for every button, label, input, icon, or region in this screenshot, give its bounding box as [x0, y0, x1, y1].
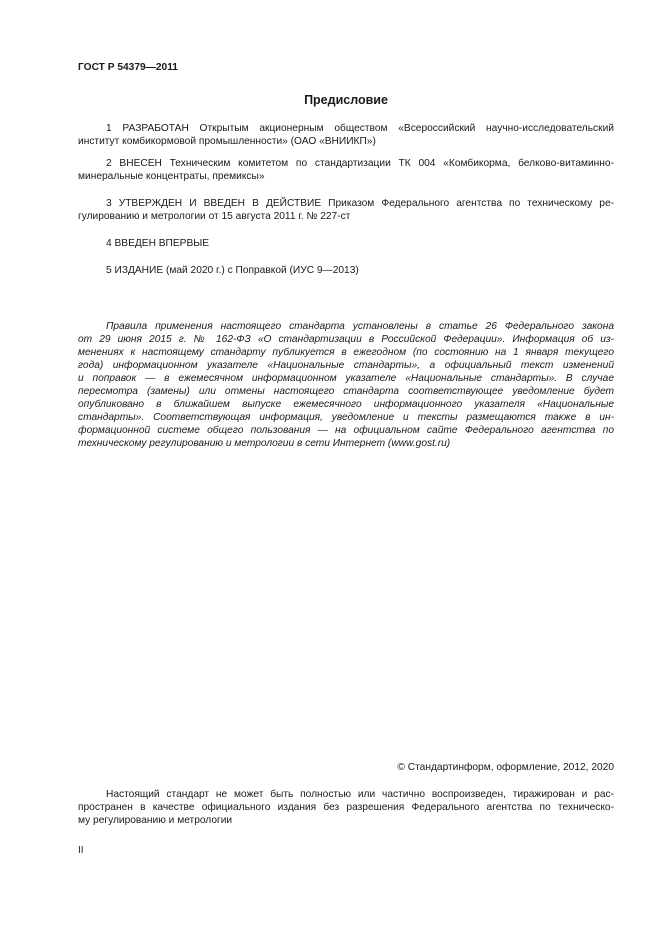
doc-code-header: ГОСТ Р 54379—2011: [78, 62, 178, 73]
notice-line: от 29 июня 2015 г. № 162-ФЗ «О стандартизации в Российской Федерации». Информация об из-: [78, 334, 614, 345]
notice-line: пересмотра (замены) или отмены настоящего стандарта соответствующее уведомление будет: [78, 386, 614, 397]
item-line: гулированию и метрологии от 15 августа 2011 г. № 227-ст: [78, 211, 351, 222]
copyright-notice: © Стандартинформ, оформление, 2012, 2020: [397, 762, 614, 773]
notice-line: менениях к настоящему стандарту публикуется в ежегодном (по состоянию на 1 января текущего: [78, 347, 614, 358]
item-line: 1 РАЗРАБОТАН Открытым акционерным обществом «Всероссийский научно-исследовательский: [106, 123, 614, 134]
reproduction-line: пространен в качестве официального издания без разрешения Федерального агентства по техническо-: [78, 802, 614, 813]
item-line: 4 ВВЕДЕН ВПЕРВЫЕ: [106, 238, 210, 249]
page-title: Предисловие: [304, 93, 388, 107]
notice-line: и поправок — в ежемесячном информационном указателе «Национальные стандарты». В случае: [78, 373, 614, 384]
notice-line: стандарты». Соответствующая информация, уведомление и тексты размещаются также в ин-: [78, 412, 614, 423]
reproduction-line: Настоящий стандарт не может быть полностью или частично воспроизведен, тиражирован и рас-: [106, 789, 614, 800]
item-line: 2 ВНЕСЕН Техническим комитетом по стандартизации ТК 004 «Комбикорма, белково-витаминно-: [106, 158, 614, 169]
item-line: институт комбикормовой промышленности» (ОАО «ВНИИКП»): [78, 136, 376, 147]
notice-line: техническому регулированию и метрологии в сети Интернет (www.gost.ru): [78, 438, 451, 449]
notice-line: опубликовано в ближайшем выпуске ежемесячного информационного указателя «Национальные: [78, 399, 614, 410]
item-line: 3 УТВЕРЖДЕН И ВВЕДЕН В ДЕЙСТВИЕ Приказом Федерального агентства по техническому ре-: [106, 198, 614, 209]
page-number: II: [78, 845, 84, 856]
reproduction-line: му регулированию и метрологии: [78, 815, 233, 826]
item-line: 5 ИЗДАНИЕ (май 2020 г.) с Поправкой (ИУС 9—2013): [106, 265, 359, 276]
notice-line: формационной системе общего пользования — на официальном сайте Федерального агентства по: [78, 425, 614, 436]
notice-line: года) информационном указателе «Национальные стандарты», а официальный текст изменений: [78, 360, 614, 371]
item-line: минеральные концентраты, премиксы»: [78, 171, 265, 182]
notice-line: Правила применения настоящего стандарта установлены в статье 26 Федерального закона: [106, 321, 614, 332]
